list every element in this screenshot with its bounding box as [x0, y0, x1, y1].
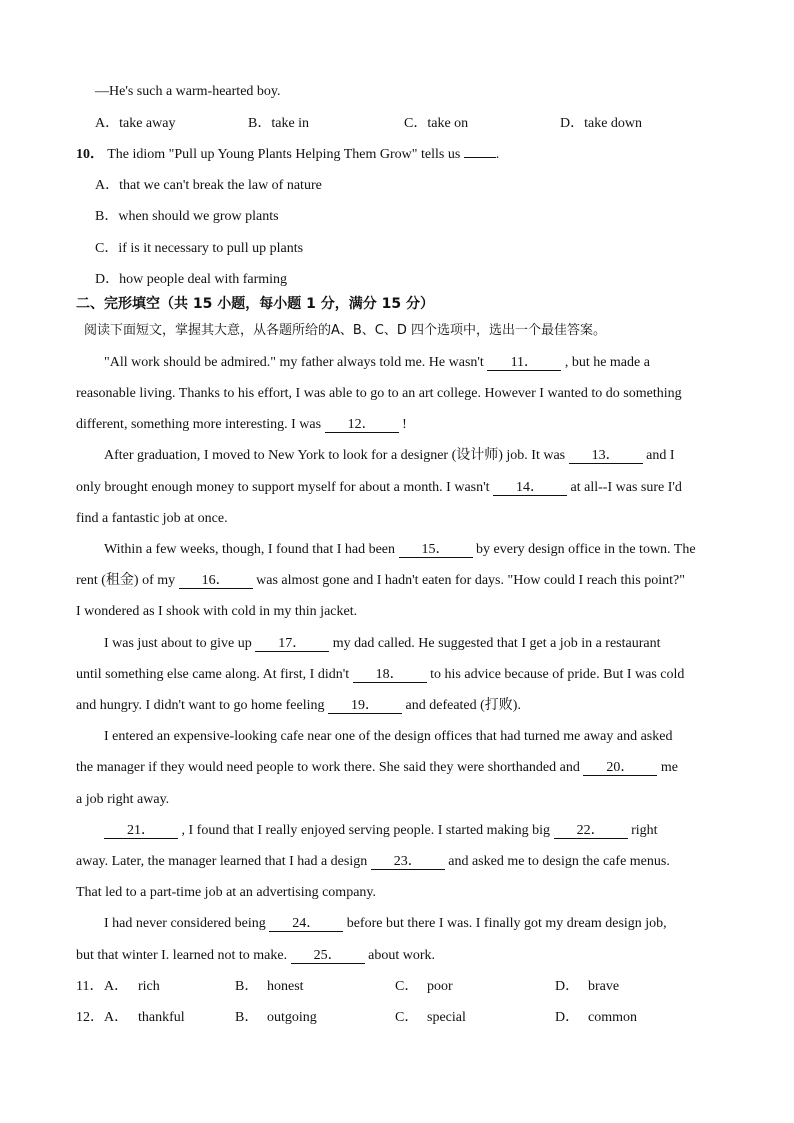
passage-text: until something else came along. At first, I didn't: [76, 667, 350, 682]
blank-24[interactable]: 24．: [269, 916, 343, 932]
q11-option-c-letter[interactable]: C．: [395, 979, 419, 994]
q10-option-d[interactable]: D．how people deal with farming: [95, 272, 288, 287]
q12-number: 12．: [76, 1010, 104, 1025]
blank-15[interactable]: 15．: [399, 542, 473, 558]
passage-line: [76, 666, 684, 684]
q12-option-b-letter[interactable]: B．: [235, 1010, 259, 1025]
q11-option-d-letter[interactable]: D．: [555, 979, 580, 994]
q12-option-a-letter[interactable]: A．: [104, 1010, 129, 1025]
q9-reply: —He's such a warm-hearted boy.: [95, 84, 281, 99]
passage-text: to his advice because of pride. But I was cold: [430, 667, 685, 682]
blank-25[interactable]: 25．: [291, 948, 365, 964]
q12-option-c[interactable]: special: [427, 1010, 466, 1025]
q9-option-c[interactable]: C．take on: [404, 116, 469, 131]
passage-line: [76, 416, 407, 434]
passage-text: before but there I was. I finally got my dream design job,: [346, 916, 667, 931]
passage-text: rent (租金) of my: [76, 573, 176, 588]
passage-text: and defeated (打败).: [405, 698, 521, 713]
passage-line: [76, 479, 682, 497]
blank-21[interactable]: 21．: [104, 823, 178, 839]
passage-text: the manager if they would need people to work there. She said they were shorthanded and: [76, 760, 580, 775]
passage-text: !: [402, 417, 407, 432]
passage-line: I wondered as I shook with cold in my thin jacket.: [76, 604, 358, 619]
passage-text: about work.: [368, 948, 435, 963]
passage-text: After graduation, I moved to New York to look for a designer (设计师) job. It was: [104, 448, 566, 463]
passage-line: [104, 447, 675, 465]
q10-option-a[interactable]: A．that we can't break the law of nature: [95, 178, 322, 193]
passage-line: [104, 635, 661, 653]
passage-text: I was just about to give up: [104, 636, 252, 651]
passage-text: , but he made a: [564, 355, 650, 370]
q11-number: 11．: [76, 979, 104, 994]
section-instruction: 阅读下面短文，掌握其大意，从各题所给的A、B、C、D 四个选项中，选出一个最佳答案。: [84, 323, 607, 338]
passage-line: [104, 541, 696, 559]
passage-text: different, something more interesting. I was: [76, 417, 322, 432]
blank-22[interactable]: 22．: [554, 823, 628, 839]
passage-line: [76, 853, 670, 871]
q10-stem-line: [76, 146, 499, 164]
passage-text: and hungry. I didn't want to go home feeling: [76, 698, 325, 713]
q12-option-d-letter[interactable]: D．: [555, 1010, 580, 1025]
q12-option-c-letter[interactable]: C．: [395, 1010, 419, 1025]
q12-option-a[interactable]: thankful: [138, 1010, 185, 1025]
passage-text: by every design office in the town. The: [476, 542, 696, 557]
q12-option-b[interactable]: outgoing: [267, 1010, 317, 1025]
passage-line: a job right away.: [76, 792, 170, 807]
passage-text: me: [660, 760, 678, 775]
blank-18[interactable]: 18．: [353, 667, 427, 683]
passage-line: [76, 947, 435, 965]
passage-text: "All work should be admired." my father always told me. He wasn't: [104, 355, 484, 370]
passage-text: Within a few weeks, though, I found that I had been: [104, 542, 396, 557]
blank-13[interactable]: 13．: [569, 448, 643, 464]
passage-text: but that winter I. learned not to make.: [76, 948, 288, 963]
passage-line: [104, 354, 650, 372]
passage-line: [104, 822, 658, 840]
passage-text: and asked me to design the cafe menus.: [448, 854, 670, 869]
q10-option-c[interactable]: C．if is it necessary to pull up plants: [95, 241, 304, 256]
passage-line: That led to a part-time job at an advertising company.: [76, 885, 376, 900]
blank-16[interactable]: 16．: [179, 573, 253, 589]
q10-blank[interactable]: [464, 157, 496, 158]
passage-line: [104, 915, 667, 933]
q11-option-d[interactable]: brave: [588, 979, 620, 994]
q10-end: .: [495, 147, 500, 162]
blank-17[interactable]: 17．: [255, 636, 329, 652]
passage-text: , I found that I really enjoyed serving people. I started making big: [181, 823, 551, 838]
q11-option-a-letter[interactable]: A．: [104, 979, 129, 994]
passage-line: [76, 759, 678, 777]
passage-text: at all--I was sure I'd: [570, 480, 682, 495]
q12-option-d[interactable]: common: [588, 1010, 637, 1025]
q10-option-b[interactable]: B．when should we grow plants: [95, 209, 279, 224]
q9-option-b[interactable]: B．take in: [248, 116, 310, 131]
passage-line: [76, 697, 521, 715]
passage-text: I had never considered being: [104, 916, 266, 931]
passage-line: reasonable living. Thanks to his effort, I was able to go to an art college. However I wanted to do something: [76, 386, 682, 401]
passage-text: was almost gone and I hadn't eaten for days. "How could I reach this point?": [256, 573, 685, 588]
section-heading: 二、完形填空（共 15 小题，每小题 1 分，满分 15 分）: [76, 296, 434, 312]
passage-line: find a fantastic job at once.: [76, 511, 228, 526]
blank-20[interactable]: 20．: [583, 760, 657, 776]
q9-option-a[interactable]: A．take away: [95, 116, 176, 131]
q11-option-a[interactable]: rich: [138, 979, 160, 994]
q10-number: 10．: [76, 147, 104, 162]
q9-option-d[interactable]: D．take down: [560, 116, 643, 131]
q11-option-b[interactable]: honest: [267, 979, 304, 994]
passage-text: away. Later, the manager learned that I had a design: [76, 854, 368, 869]
passage-text: my dad called. He suggested that I get a job in a restaurant: [332, 636, 661, 651]
blank-12[interactable]: 12．: [325, 417, 399, 433]
q11-option-b-letter[interactable]: B．: [235, 979, 259, 994]
passage-text: right: [631, 823, 658, 838]
passage-line: [76, 572, 685, 590]
blank-14[interactable]: 14．: [493, 480, 567, 496]
q11-option-c[interactable]: poor: [427, 979, 453, 994]
passage-text: and I: [646, 448, 675, 463]
q10-stem: The idiom "Pull up Young Plants Helping Them Grow" tells us: [107, 147, 461, 162]
blank-23[interactable]: 23．: [371, 854, 445, 870]
blank-11[interactable]: 11．: [487, 355, 561, 371]
passage-text: only brought enough money to support myself for about a month. I wasn't: [76, 480, 490, 495]
blank-19[interactable]: 19．: [328, 698, 402, 714]
passage-line: I entered an expensive-looking cafe near one of the design offices that had turned me away and asked: [104, 729, 673, 744]
